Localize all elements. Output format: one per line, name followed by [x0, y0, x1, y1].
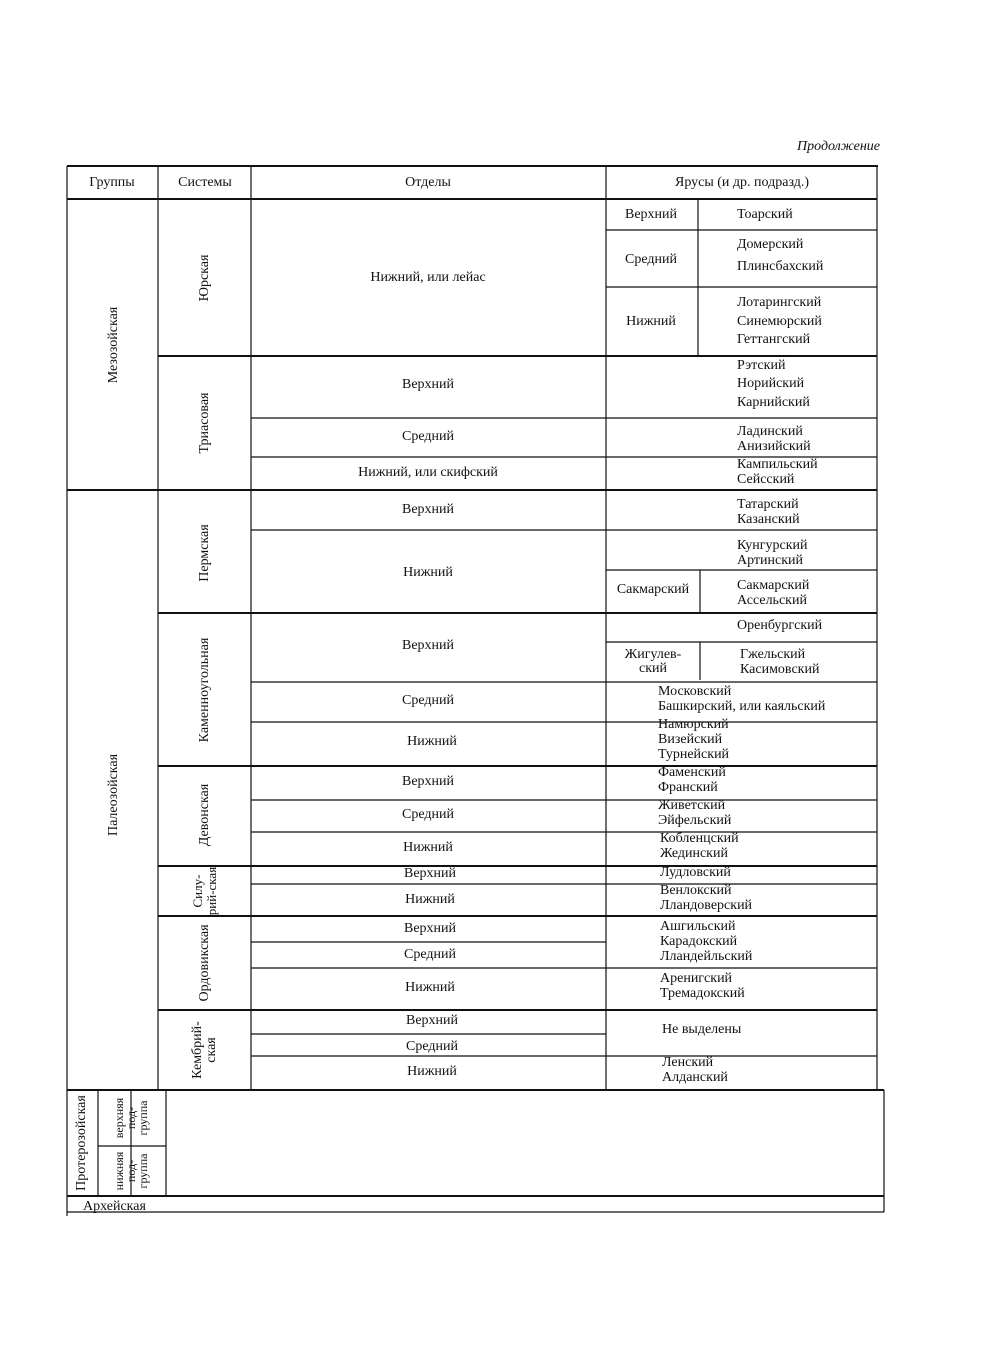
stage: Фаменский	[658, 765, 726, 780]
stage: Тоарский	[737, 207, 793, 222]
stage: Турнейский	[658, 747, 730, 762]
stage: Франский	[658, 780, 718, 795]
stage: Алданский	[662, 1070, 728, 1085]
proterozoic-upper-subgroup: верхняя под-группа	[112, 1097, 150, 1139]
stage: Тремадокский	[660, 986, 745, 1001]
stage: Аренигский	[660, 971, 733, 986]
stage: Башкирский, или каяльский	[658, 699, 826, 714]
system-ordovician: Ордовикская	[197, 924, 212, 1002]
stage: Лудловский	[660, 865, 731, 880]
triassic-upper: Верхний	[401, 377, 455, 392]
cambrian-middle: Средний	[406, 1039, 458, 1054]
stage: Геттангский	[737, 332, 811, 347]
header-stages: Ярусы (и др. подразд.)	[674, 175, 810, 190]
stage: Лландейльский	[660, 949, 753, 964]
jurassic-sub-middle: Средний	[625, 252, 677, 267]
cambrian-lower: Нижний	[407, 1064, 457, 1079]
stage: Оренбургский	[737, 618, 823, 633]
stage: Синемюрский	[737, 314, 822, 329]
stage: Ашгильский	[660, 919, 736, 934]
system-carboniferous: Каменноугольная	[197, 637, 212, 743]
continuation-label: Продолжение	[797, 139, 880, 154]
stage: Ленский	[662, 1055, 714, 1070]
system-devonian: Девонская	[197, 783, 212, 847]
stage: Гжельский	[740, 647, 806, 662]
stage: Касимовский	[740, 662, 820, 677]
system-silurian: Силу-рий-ская	[190, 866, 219, 916]
cambrian-upper: Верхний	[405, 1013, 459, 1028]
jurassic-division: Нижний, или лейас	[370, 270, 486, 285]
stage: Ассельский	[737, 593, 807, 608]
stage: Московский	[658, 684, 732, 699]
stage: Намюрский	[658, 717, 729, 732]
header-groups: Группы	[89, 175, 135, 190]
stage: Артинский	[737, 553, 804, 568]
stage: Жединский	[660, 846, 728, 861]
stage: Плинсбахский	[737, 259, 824, 274]
system-cambrian: Кембрий-ская	[190, 1021, 219, 1079]
stage: Лландоверский	[660, 898, 753, 913]
group-proterozoic: Протерозойская	[74, 1095, 89, 1191]
system-triassic: Триасовая	[197, 392, 212, 454]
stage: Сакмарский	[737, 578, 810, 593]
header-divisions: Отделы	[405, 175, 451, 190]
silurian-upper: Верхний	[403, 866, 457, 881]
group-mesozoic: Мезозойская	[106, 306, 121, 384]
stage: Не выделены	[662, 1022, 742, 1037]
system-jurassic: Юрская	[197, 254, 212, 302]
stage: Рэтский	[737, 358, 786, 373]
carboniferous-middle: Средний	[402, 693, 454, 708]
stage: Анизийский	[737, 439, 811, 454]
jurassic-sub-upper: Верхний	[624, 207, 678, 222]
stage: Норийский	[737, 376, 805, 391]
jurassic-sub-lower: Нижний	[626, 314, 676, 329]
permian-lower: Нижний	[403, 565, 453, 580]
group-paleozoic: Палеозойская	[106, 753, 121, 837]
system-permian: Пермская	[197, 524, 212, 582]
silurian-lower: Нижний	[405, 892, 455, 907]
ordovician-middle: Средний	[404, 947, 456, 962]
devonian-upper: Верхний	[401, 774, 455, 789]
stage: Татарский	[737, 497, 799, 512]
stage: Казанский	[737, 512, 800, 527]
triassic-lower: Нижний, или скифский	[358, 465, 498, 480]
devonian-lower: Нижний	[403, 840, 453, 855]
stage: Карнийский	[737, 395, 810, 410]
proterozoic-lower-subgroup: нижняя под-группа	[112, 1151, 150, 1191]
stage: Домерский	[737, 237, 804, 252]
stage: Венлокский	[660, 883, 732, 898]
ordovician-upper: Верхний	[403, 921, 457, 936]
header-systems: Системы	[178, 175, 232, 190]
permian-sub-sakmar: Сакмарский	[616, 582, 690, 597]
carboniferous-upper: Верхний	[401, 638, 455, 653]
stage: Ладинский	[737, 424, 803, 439]
stage: Эйфельский	[658, 813, 732, 828]
group-archean: Архейская	[83, 1199, 146, 1214]
stage: Сейсский	[737, 472, 795, 487]
permian-upper: Верхний	[401, 502, 455, 517]
stage: Карадокский	[660, 934, 738, 949]
ordovician-lower: Нижний	[405, 980, 455, 995]
devonian-middle: Средний	[402, 807, 454, 822]
stage: Кампильский	[737, 457, 818, 472]
triassic-middle: Средний	[402, 429, 454, 444]
stage: Живетский	[658, 798, 726, 813]
stage: Кобленцский	[660, 831, 739, 846]
stage: Кунгурский	[737, 538, 808, 553]
stage: Лотарингский	[737, 295, 822, 310]
carboniferous-lower: Нижний	[407, 734, 457, 749]
stage: Визейский	[658, 732, 723, 747]
carboniferous-sub-zhiguli: Жигулев-ский	[624, 647, 682, 676]
